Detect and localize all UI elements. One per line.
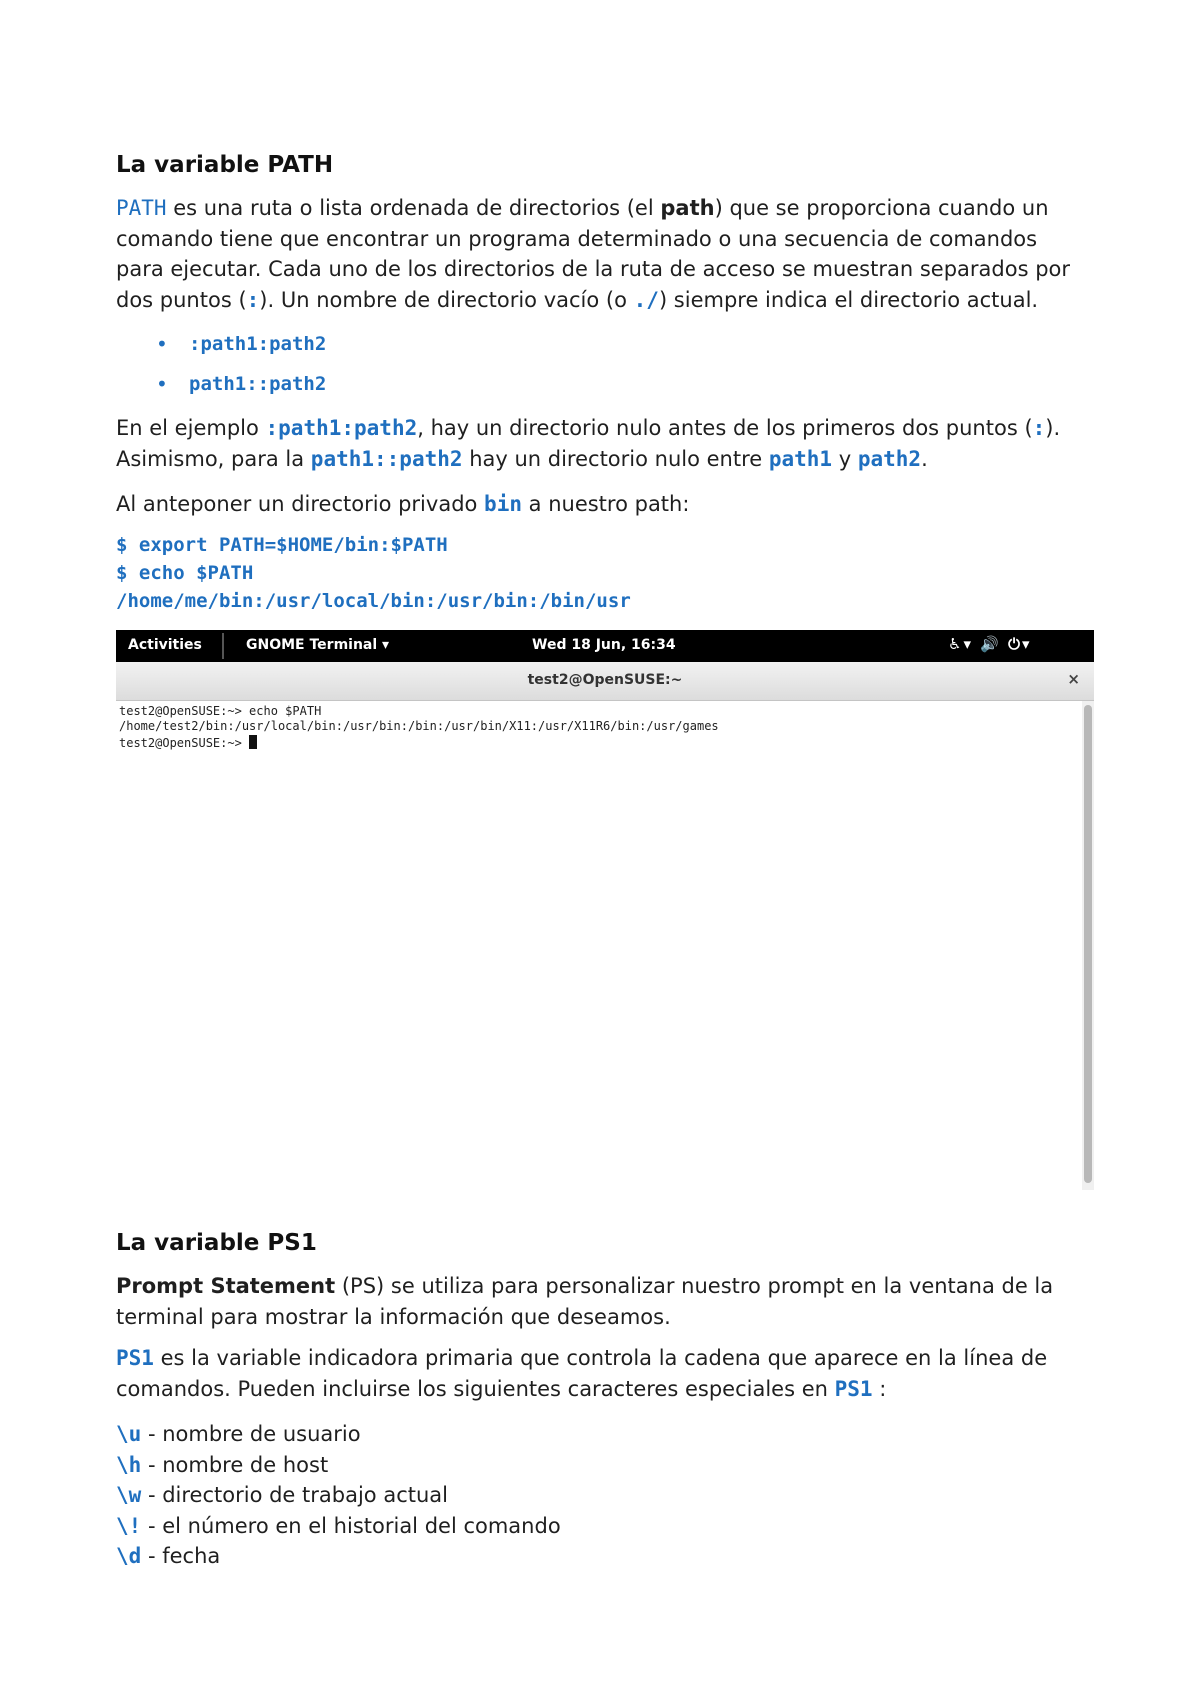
cursor-icon: [249, 735, 257, 749]
terminal-line: test2@OpenSUSE:~> echo $PATH: [119, 704, 322, 718]
terminal-prompt-line: test2@OpenSUSE:~>: [119, 735, 257, 750]
inline-code-colon: :: [246, 287, 260, 312]
inline-code-dotslash: ./: [633, 287, 659, 312]
list-item: • path1::path2: [156, 369, 326, 409]
scrollbar: [1082, 701, 1094, 1190]
ps-intro-paragraph: Prompt Statement (PS) se utiliza para personalizar nuestro prompt en la ventana de la terminal para mostrar la información que deseamos.: [116, 1274, 1054, 1329]
terminal-screenshot: [116, 630, 1094, 1190]
bullet-icon: •: [156, 332, 168, 356]
example-paragraph: En el ejemplo :path1:path2, hay un directorio nulo antes de los primeros dos puntos (:). Asimismo, para la path1::path2 hay un directorio nulo entre path1 y path2.: [116, 416, 1061, 471]
special-characters-list: [116, 1419, 561, 1572]
power-icon: ⏻▾: [1008, 635, 1032, 653]
list-item: \u - nombre de usuario: [116, 1422, 361, 1446]
gnome-top-bar: [116, 630, 1094, 662]
ps1-paragraph: PS1 es la variable indicadora primaria que controla la cadena que aparece en la línea de comandos. Pueden incluirse los siguientes caracteres especiales en PS1 :: [116, 1346, 1048, 1401]
scrollbar-thumb: [1084, 705, 1092, 1183]
system-status-icons: [948, 635, 1032, 653]
list-item: \w - directorio de trabajo actual: [116, 1483, 448, 1507]
path-intro-paragraph: PATH es una ruta o lista ordenada de directorios (el path) que se proporciona cuando un comando tiene que encontrar un programa determinado o una secuencia de comandos para ejecutar. Cada uno de los directorios de la ruta de acceso se muestran separados por dos puntos (:). Un nombre de directorio vacío (o ./) siempre indica el directorio actual.: [116, 196, 1071, 312]
list-item: \h - nombre de host: [116, 1452, 329, 1477]
section-heading-path: La variable PATH: [116, 152, 334, 178]
code-line: $ export PATH=$HOME/bin:$PATH: [116, 534, 448, 556]
list-item: \d - fecha: [116, 1544, 221, 1568]
activities-label: Activities: [128, 637, 202, 653]
volume-icon: 🔊: [980, 635, 1001, 653]
terminal-area: [116, 701, 1082, 1190]
bullet-icon: •: [156, 372, 168, 396]
bold-path: path: [660, 196, 715, 220]
app-menu-label: GNOME Terminal ▾: [246, 637, 390, 653]
code-block: [116, 531, 631, 615]
divider: [222, 633, 224, 659]
close-icon: ×: [1067, 670, 1080, 688]
prepend-paragraph: Al anteponer un directorio privado bin a nuestro path:: [116, 492, 690, 516]
path-examples-list: [156, 329, 326, 409]
list-item: \! - el número en el historial del comando: [116, 1513, 561, 1538]
terminal-line: /home/test2/bin:/usr/local/bin:/usr/bin:/bin:/usr/bin/X11:/usr/X11R6/bin:/usr/games: [119, 719, 719, 733]
code-line: /home/me/bin:/usr/local/bin:/usr/bin:/bin/usr: [116, 590, 631, 612]
code-line: $ echo $PATH: [116, 562, 254, 584]
clock-label: Wed 18 Jun, 16:34: [532, 637, 676, 653]
window-titlebar: [116, 662, 1094, 701]
window-title: test2@OpenSUSE:~: [527, 672, 683, 688]
section-heading-ps1: La variable PS1: [116, 1230, 317, 1256]
accessibility-icon: ♿▾: [948, 635, 973, 653]
list-item: • :path1:path2: [156, 329, 326, 369]
inline-code-path: PATH: [116, 196, 167, 220]
